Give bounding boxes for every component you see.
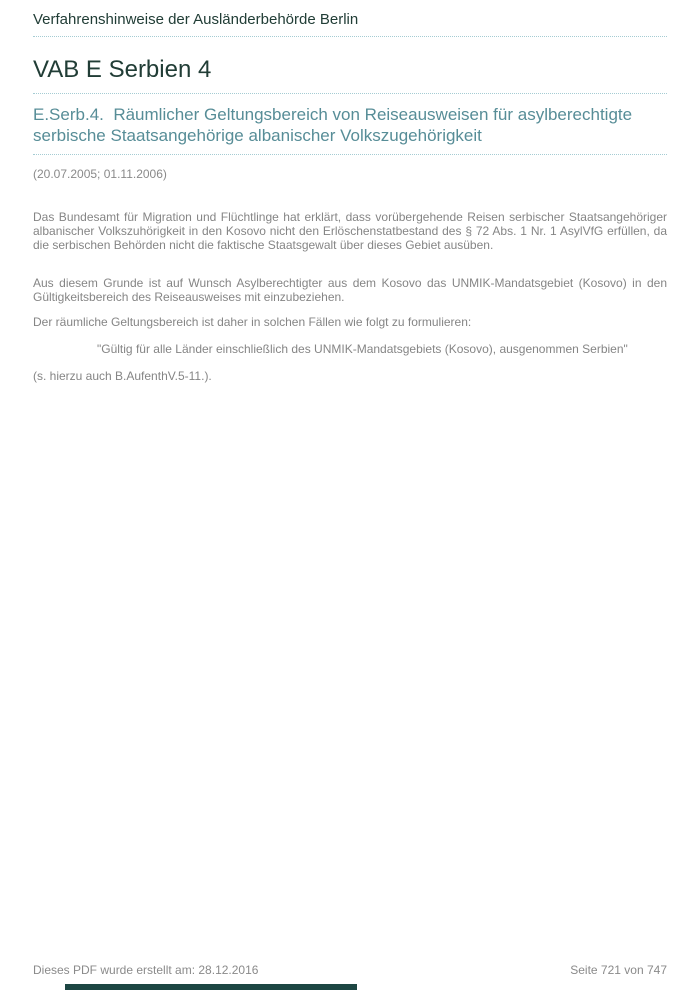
paragraph-unmik-mandatsgebiet: Aus diesem Grunde ist auf Wunsch Asylberechtigter aus dem Kosovo das UNMIK-Mandatsgebiet (Kosovo) in den Gültigkeitsbereich des Reiseausweises mit einzubeziehen. xyxy=(33,276,667,304)
page-footer xyxy=(33,963,667,977)
revision-dates: (20.07.2005; 01.11.2006) xyxy=(33,167,167,181)
paragraph-formulierung-intro: Der räumliche Geltungsbereich ist daher in solchen Fällen wie folgt zu formulieren: xyxy=(33,315,472,329)
section-heading: E.Serb.4. Räumlicher Geltungsbereich von Reiseausweisen für asylberechtigte serbische Staatsangehörige albanischer Volkszugehörigkeit xyxy=(33,104,667,155)
footer-created-date: Dieses PDF wurde erstellt am: 28.12.2016 xyxy=(33,963,259,977)
page-title: VAB E Serbien 4 xyxy=(33,56,667,94)
footer-page-number: Seite 721 von 747 xyxy=(570,963,667,977)
paragraph-bundesamt-erklaerung: Das Bundesamt für Migration und Flüchtlinge hat erklärt, dass vorübergehende Reisen serbischer Staatsangehöriger albanischer Volkszuhörigkeit in den Kosovo nicht den Erlöschenstatbestand des § 72 Abs. 1 Nr. 1 AsylVfG erfüllen, da die serbischen Behörden nicht die faktische Staatsgewalt über dieses Gebiet ausüben. xyxy=(33,210,667,252)
document-header: Verfahrenshinweise der Ausländerbehörde Berlin xyxy=(33,10,667,37)
quotation-geltungsbereich: "Gültig für alle Länder einschließlich des UNMIK-Mandatsgebiets (Kosovo), ausgenommen Serbien" xyxy=(97,342,628,356)
next-page-edge-bar xyxy=(65,984,357,990)
reference-note: (s. hierzu auch B.AufenthV.5-11.). xyxy=(33,369,212,383)
